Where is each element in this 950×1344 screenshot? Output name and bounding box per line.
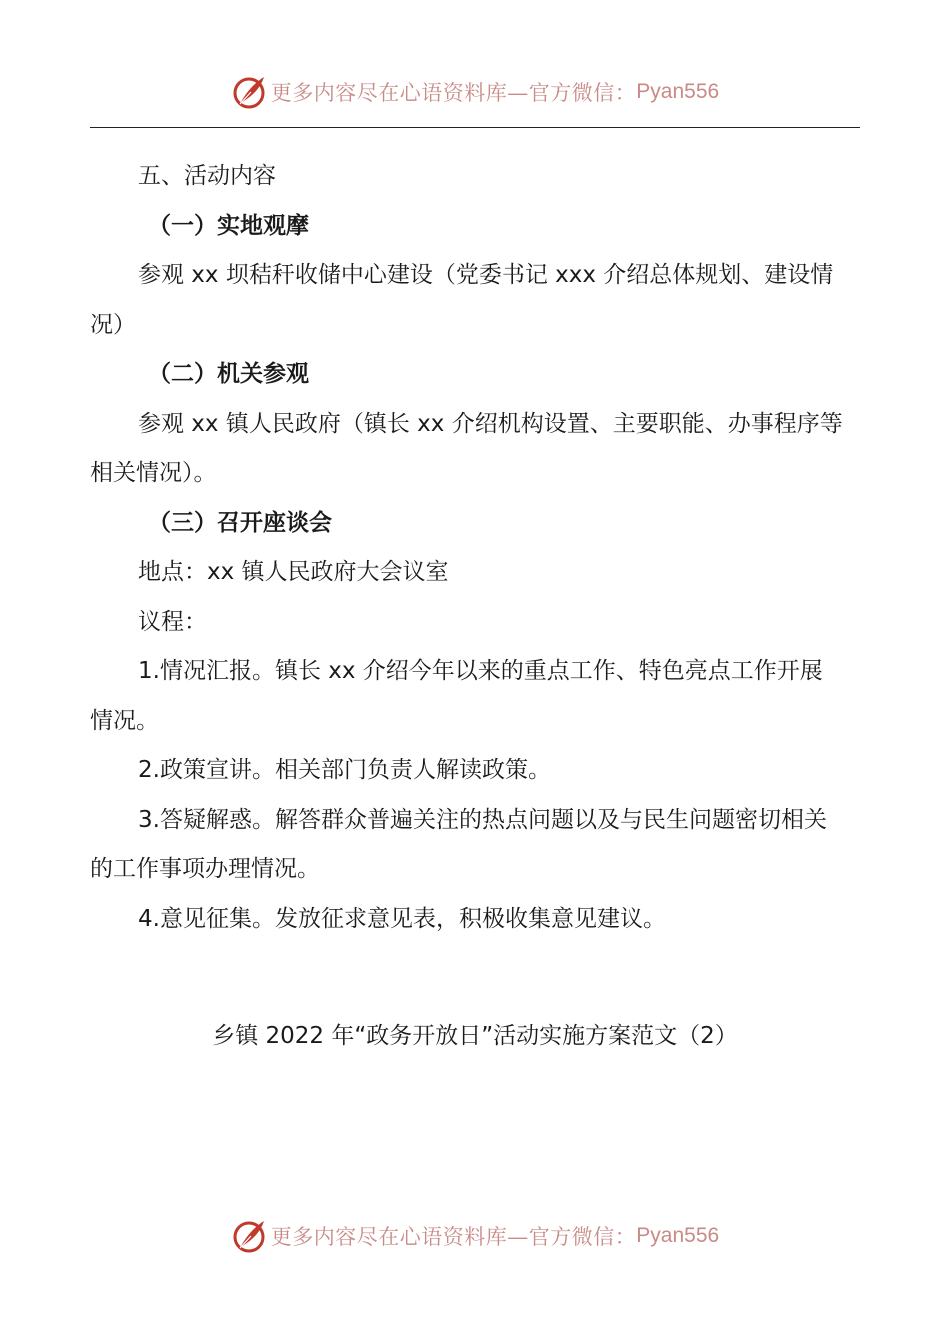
paragraph-line: 参观 xx 坝秸秆收储中心建设（党委书记 xxx 介绍总体规划、建设情	[138, 262, 834, 288]
agenda-item-continuation: 情况。	[90, 707, 159, 734]
header-banner	[0, 70, 950, 114]
banner-wechat-id: Pyan556	[636, 1224, 720, 1247]
agenda-item-continuation: 的工作事项办理情况。	[90, 856, 320, 882]
subheading-site-visit: （一）实地观摩	[148, 212, 309, 239]
agenda-label: 议程：	[138, 608, 207, 635]
section-heading: 五、活动内容	[138, 163, 276, 189]
quill-logo-icon	[231, 1218, 267, 1254]
subheading-office-visit: （二）机关参观	[148, 361, 309, 387]
paragraph-line: 况）	[90, 311, 136, 338]
header-divider	[90, 127, 860, 128]
agenda-item: 1.情况汇报。镇长 xx 介绍今年以来的重点工作、特色亮点工作开展	[138, 658, 823, 684]
agenda-item: 4.意见征集。发放征求意见表，积极收集意见建议。	[138, 905, 666, 932]
banner-text: 更多内容尽在心语资料库—官方微信：	[270, 1225, 637, 1249]
banner-text: 更多内容尽在心语资料库—官方微信：	[270, 81, 637, 105]
banner-wechat-id: Pyan556	[636, 80, 720, 103]
agenda-item: 2.政策宣讲。相关部门负责人解读政策。	[138, 757, 551, 783]
quill-logo-icon	[231, 74, 267, 110]
agenda-item: 3.答疑解惑。解答群众普遍关注的热点问题以及与民生问题密切相关	[138, 806, 827, 833]
paragraph-line: 参观 xx 镇人民政府（镇长 xx 介绍机构设置、主要职能、办事程序等	[138, 410, 843, 437]
footer-banner	[0, 1214, 950, 1258]
next-document-title: 乡镇 2022 年“政务开放日”活动实施方案范文（2）	[212, 1023, 738, 1049]
subheading-symposium: （三）召开座谈会	[148, 509, 332, 536]
document-body	[90, 152, 860, 944]
paragraph-line: 相关情况）。	[90, 460, 217, 486]
location-line: 地点：xx 镇人民政府大会议室	[138, 559, 449, 585]
